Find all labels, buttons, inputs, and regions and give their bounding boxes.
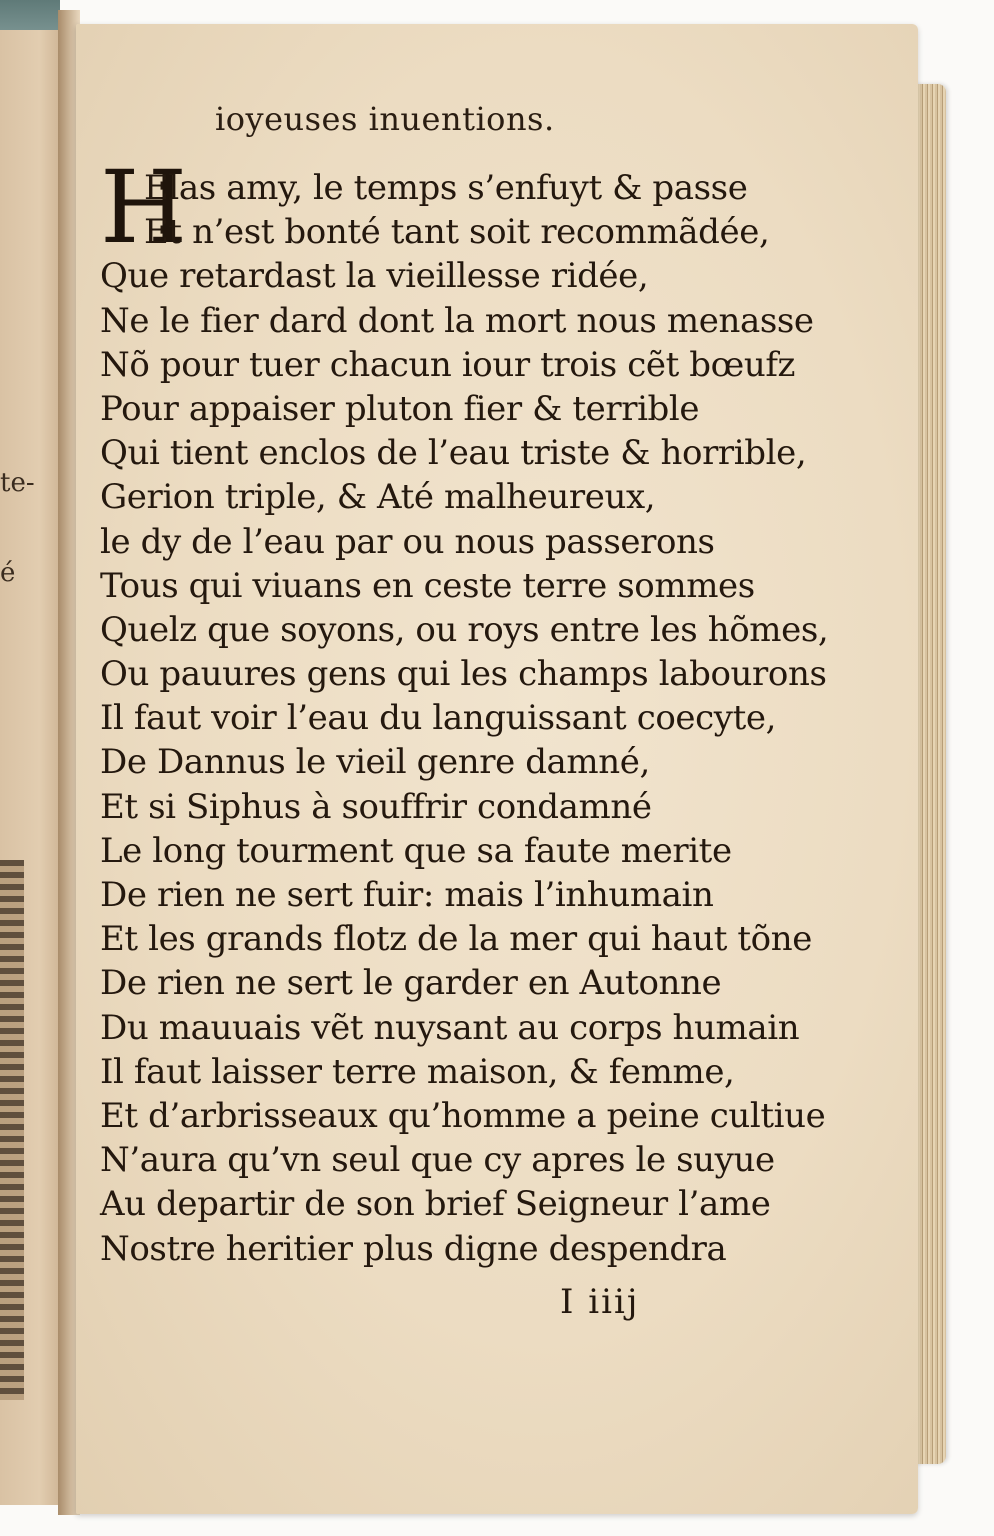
verse-line: De rien ne sert le garder en Autonne [100, 963, 722, 1004]
verse-line: Gerion triple, & Até malheureux, [100, 477, 656, 518]
verse-line: Pour appaiser pluton fier & terrible [100, 388, 700, 429]
left-page-fragment: é [0, 558, 16, 588]
verse-line: Nõ pour tuer chacun iour trois cẽt bœufz [100, 344, 796, 385]
verse-line: Et si Siphus à souffrir condamné [100, 786, 652, 827]
verse-line: Ne le fier dard dont la mort nous menasse [100, 300, 814, 341]
verse-line: Du mauuais vẽt nuysant au corps humain [100, 1007, 800, 1048]
verse-line: N’aura qu’vn seul que cy apres le suyue [100, 1140, 775, 1181]
verse-line: Il faut laisser terre maison, & femme, [100, 1051, 735, 1092]
running-head: ioyeuses inuentions. [215, 100, 555, 138]
verse-line: Et d’arbrisseaux qu’homme a peine cultiue [100, 1095, 826, 1136]
verse-line: Quelz que soyons, ou roys entre les hõmes, [100, 609, 829, 650]
verse-line: Et n’est bonté tant soit recommãdée, [144, 212, 770, 253]
verse-line: De rien ne sert fuir: mais l’inhumain [100, 875, 714, 915]
verse-line: le dy de l’eau par ou nous passerons [100, 521, 715, 562]
drop-cap-initial: H [100, 149, 188, 266]
verse-line: Nostre heritier plus digne despendra [100, 1228, 727, 1269]
verse-line: Il faut voir l’eau du languissant coecyte, [100, 698, 776, 739]
left-page-fragment: te- [0, 468, 35, 498]
signature-mark: I iiij [560, 1282, 640, 1322]
verse-line: Au departir de son brief Seigneur l’ame [100, 1184, 771, 1225]
left-page-woodcut [0, 860, 24, 1400]
verse-line: Elas amy, le temps s’enfuyt & passe [144, 168, 748, 208]
verse-line: Tous qui viuans en ceste terre sommes [100, 565, 755, 606]
verse-line: Qui tient enclos de l’eau triste & horrible, [100, 433, 807, 474]
verse-line: Et les grands flotz de la mer qui haut tõne [100, 919, 812, 960]
poem-text [100, 166, 829, 1271]
verse-line: De Dannus le vieil genre damné, [100, 742, 650, 783]
verse-line: Le long tourment que sa faute merite [100, 830, 732, 871]
verse-line: Que retardast la vieillesse ridée, [100, 256, 649, 297]
verse-line: Ou pauures gens qui les champs labourons [100, 654, 827, 695]
